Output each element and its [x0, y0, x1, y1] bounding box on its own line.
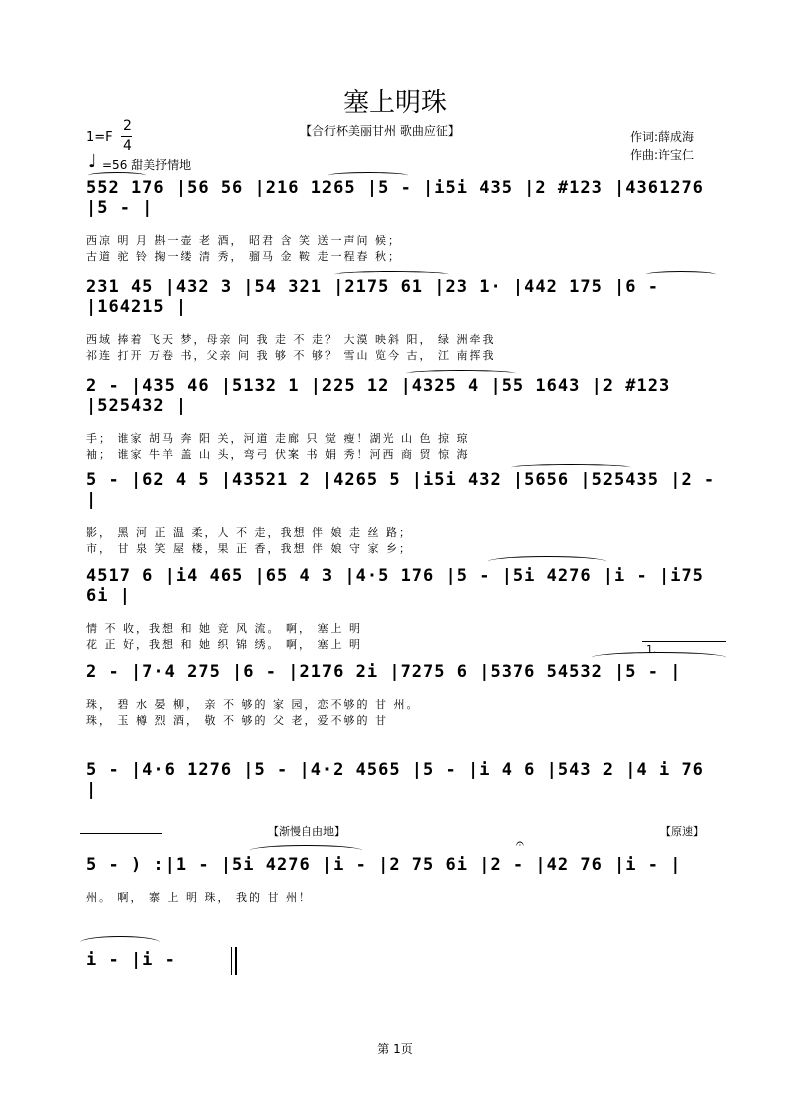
lyric-verse-2: 花 正 好，我想 和 她 织 锦 绣。 啊， 塞上 明 — [86, 638, 362, 651]
staff-line-7 — [86, 760, 726, 800]
notation: 231 45 |432 3 |54 321 |2175 61 |23 1· |442 175 |6 - |164215 | — [86, 277, 659, 317]
staff-line-2 — [86, 277, 726, 363]
slur — [80, 936, 160, 949]
lyric-verse-1: 珠， 碧 水 晏 柳， 亲 不 够的 家 园，恋不够的 甘 州。 — [86, 698, 420, 711]
slur — [592, 652, 726, 663]
slur — [334, 271, 449, 278]
staff-line-4 — [86, 470, 726, 556]
lyric-verse-1: 情 不 收，我想 和 她 竞 风 流。 啊， 塞上 明 — [86, 622, 362, 635]
notation: i - |i - — [86, 950, 176, 970]
staff-line-6 — [86, 662, 726, 728]
tempo-change-rit: 【渐慢自由地】 — [268, 825, 345, 838]
time-signature-top: 2 — [123, 118, 132, 134]
staff-line-9 — [86, 950, 726, 970]
staff-line-5 — [86, 566, 726, 652]
subtitle: 【合行杯美丽甘州 歌曲应征】 — [300, 124, 460, 138]
lyric-verse-1: 西域 捧着 飞天 梦，母亲 问 我 走 不 走？ 大漠 映斜 阳， 绿 洲牵我 — [86, 333, 496, 346]
notation: 5 - |62 4 5 |43521 2 |4265 5 |i5i 432 |5656 |525435 |2 - | — [86, 470, 716, 510]
lyric-verse-2: 市， 甘 泉 笑 屋 楼，果 正 香，我想 伴 娘 守 家 乡； — [86, 542, 412, 555]
slur — [88, 172, 146, 179]
lyric-verse-1: 影， 黑 河 正 温 柔，人 不 走，我想 伴 娘 走 丝 路； — [86, 526, 412, 539]
notation: 2 - |435 46 |5132 1 |225 12 |4325 4 |55 1643 |2 #123 |525432 | — [86, 376, 671, 416]
slur — [646, 271, 716, 278]
lyric-verse-1: 州。 啊， 寨 上 明 珠， 我的 甘 州！ — [86, 891, 312, 904]
notation: 5 - |4·6 1276 |5 - |4·2 4565 |5 - |i 4 6 |543 2 |4 i 76 | — [86, 760, 704, 800]
slur — [250, 845, 362, 856]
staff-line-8 — [86, 855, 726, 905]
tempo-marking: =56 甜美抒情地 — [102, 158, 192, 172]
key-signature: 1=F — [86, 130, 113, 145]
time-signature-divider — [121, 136, 132, 137]
page-number: 第 1页 — [377, 1042, 413, 1056]
lyric-verse-2: 古道 驼 铃 掬一缕 清 秀， 骝马 金 鞍 走一程春 秋； — [86, 250, 401, 263]
quarter-note-icon: ♩ — [88, 151, 97, 172]
notation: 2 - |7·4 275 |6 - |2176 2i |7275 6 |5376 54532 |5 - | — [86, 662, 682, 682]
fermata-icon: 𝄐 — [516, 836, 524, 852]
lyric-verse-2: 珠， 玉 樽 烈 酒， 敬 不 够的 父 老，爱不够的 甘 — [86, 714, 388, 727]
notation: 4517 6 |i4 465 |65 4 3 |4·5 176 |5 - |5i 4276 |i - |i75 6i | — [86, 566, 704, 606]
lyric-verse-1: 西凉 明 月 斟一壶 老 酒， 昭君 含 笑 送一声问 候； — [86, 234, 401, 247]
composer: 作曲:许宝仁 — [630, 148, 695, 162]
slur — [511, 464, 631, 471]
final-barline — [231, 947, 237, 975]
song-title: 塞上明珠 — [342, 88, 447, 118]
volta-bracket: 1. — [646, 643, 657, 656]
staff-line-1 — [86, 178, 726, 264]
staff-line-3 — [86, 376, 726, 462]
slur — [488, 556, 606, 567]
time-signature-bottom: 4 — [123, 138, 132, 154]
lyricist: 作词:薛成海 — [630, 130, 695, 144]
lyric-verse-2: 祁连 打开 万卷 书，父亲 问 我 够 不 够？ 雪山 览今 古， 江 南挥我 — [86, 349, 496, 362]
tempo-change-a-tempo: 【原速】 — [660, 825, 704, 838]
volta-line — [642, 641, 726, 642]
slur — [328, 172, 408, 179]
lyric-verse-1: 手； 谁家 胡马 奔 阳 关，河道 走廊 只 觉 瘦！湖光 山 色 掠 琼 — [86, 432, 470, 445]
notation: 552 176 |56 56 |216 1265 |5 - |i5i 435 |2 #123 |4361276 |5 - | — [86, 178, 704, 218]
slur — [406, 370, 516, 377]
volta-line — [80, 833, 162, 834]
notation: 5 - ) :|1 - |5i 4276 |i - |2 75 6i |2 - |42 76 |i - | — [86, 855, 682, 875]
lyric-verse-2: 袖； 谁家 牛羊 盖 山 头，弯弓 伏案 书 娟 秀！河西 商 贸 惊 海 — [86, 448, 470, 461]
